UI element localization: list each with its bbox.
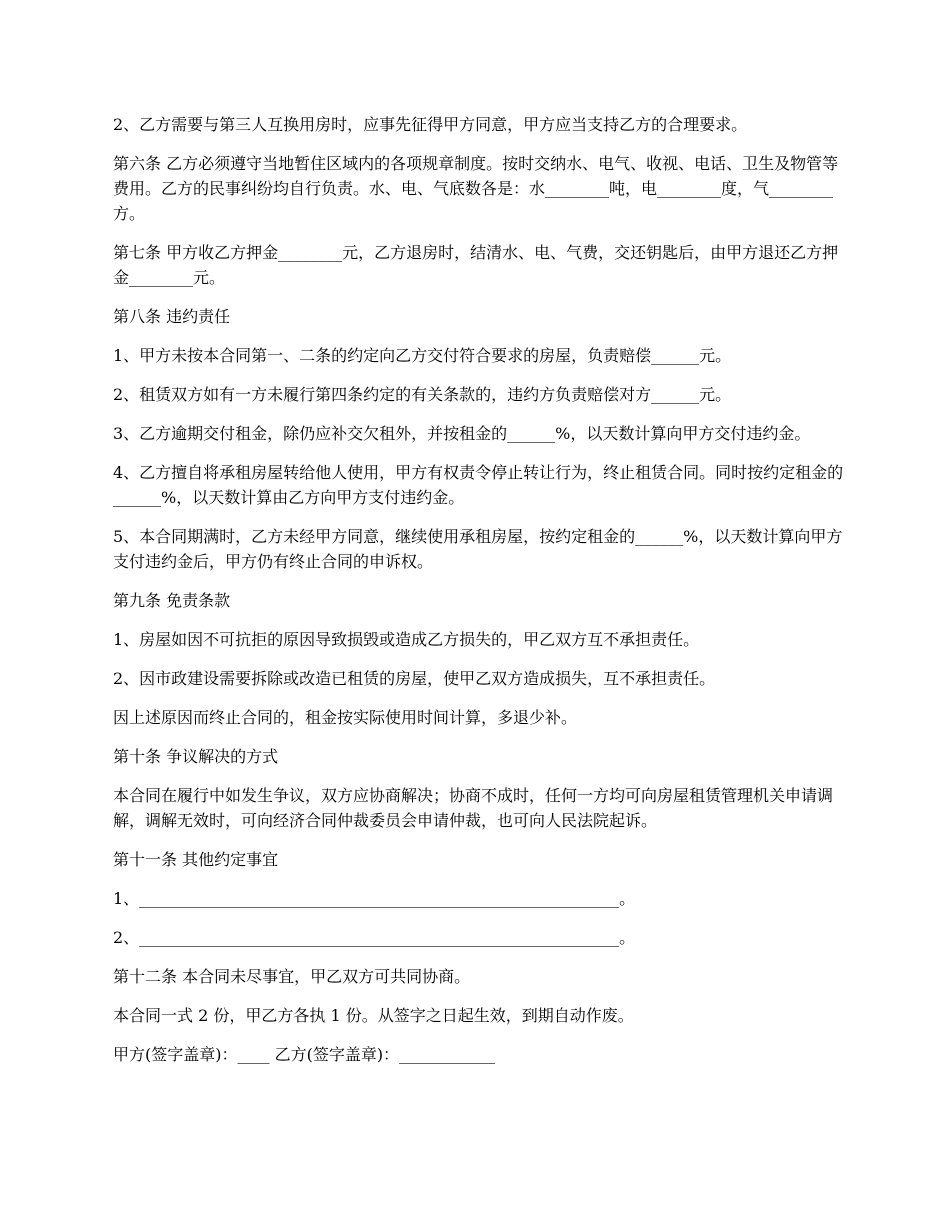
copies-clause: 本合同一式 2 份，甲乙方各执 1 份。从签字之日起生效，到期自动作废。 [113,1006,634,1025]
article-8-item-3: 3、乙方逾期交付租金，除仍应补交欠租外，并按租金的______%，以天数计算向甲方交付违约金。 [113,424,811,443]
article-9-note: 因上述原因而终止合同的，租金按实际使用时间计算，多退少补。 [113,708,578,727]
article-11-item-2: 2、____________________________________________________________。 [113,928,636,947]
article-9-heading: 第九条 免责条款 [113,591,231,610]
article-11-heading: 第十一条 其他约定事宜 [113,850,279,869]
article-12: 第十二条 本合同未尽事宜，甲乙双方可共同协商。 [113,967,471,986]
contract-page [113,112,848,1081]
article-6-regulations: 第六条 乙方必须遵守当地暂住区域内的各项规章制度。按时交纳水、电气、收视、电话、卫生及物管等费用。乙方的民事纠纷均自行负责。水、电、气底数各是：水________吨，电________度，气________方。 [113,154,839,223]
article-9-item-1: 1、房屋如因不可抗拒的原因导致损毁或造成乙方损失的，甲乙双方互不承担责任。 [113,630,700,649]
article-11-item-1: 1、____________________________________________________________。 [113,889,636,908]
article-8-heading: 第八条 违约责任 [113,307,231,326]
article-8-item-5: 5、本合同期满时，乙方未经甲方同意，继续使用承租房屋，按约定租金的______%，以天数计算向甲方支付违约金后，甲方仍有终止合同的申诉权。 [113,527,843,571]
article-8-item-2: 2、租赁双方如有一方未履行第四条约定的有关条款的，违约方负责赔偿对方______元。 [113,385,732,404]
signature-line: 甲方(签字盖章)：____ 乙方(签字盖章)：____________ [113,1045,496,1064]
article-10-body: 本合同在履行中如发生争议，双方应协商解决；协商不成时，任何一方均可向房屋租赁管理机关申请调解，调解无效时，可向经济合同仲裁委员会申请仲裁，也可向人民法院起诉。 [113,786,834,830]
article-8-item-4: 4、乙方擅自将承租房屋转给他人使用，甲方有权责令停止转让行为，终止租赁合同。同时按约定租金的______%，以天数计算由乙方向甲方支付违约金。 [113,463,844,507]
article-9-item-2: 2、因市政建设需要拆除或改造已租赁的房屋，使甲乙双方造成损失，互不承担责任。 [113,669,716,688]
article-8-item-1: 1、甲方未按本合同第一、二条的约定向乙方交付符合要求的房屋，负责赔偿______元。 [113,346,732,365]
clause-swap-housing: 2、乙方需要与第三人互换用房时，应事先征得甲方同意，甲方应当支持乙方的合理要求。 [113,115,748,134]
article-10-heading: 第十条 争议解决的方式 [113,747,279,766]
article-7-deposit: 第七条 甲方收乙方押金________元，乙方退房时，结清水、电、气费，交还钥匙后，由甲方退还乙方押金________元。 [113,243,839,287]
